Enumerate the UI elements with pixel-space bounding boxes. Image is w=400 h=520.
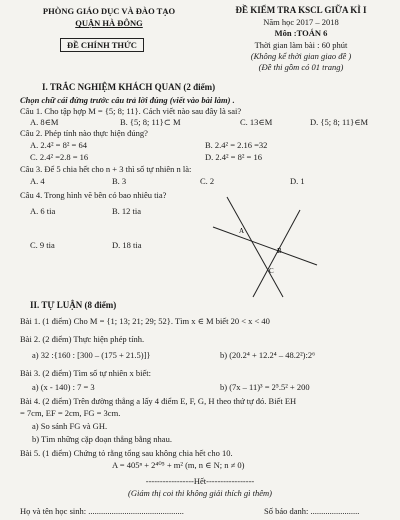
q2-option-a: A. 2.4² = 8² = 64 xyxy=(30,140,87,150)
three-lines-figure xyxy=(205,195,325,300)
subject: Môn :TOÁN 6 xyxy=(274,28,328,38)
page-note: (Đề thi gồm có 01 trang) xyxy=(258,62,344,72)
q1-option-d: D. {5; 8; 11}∈M xyxy=(310,117,369,127)
b2a-text: a) 32 :{160 : [300 – (175 + 21.5)]} xyxy=(32,350,151,360)
figure-label-b: B xyxy=(277,247,282,255)
student-name-line: Họ và tên học sinh: ............................................. xyxy=(20,506,184,516)
figure-line-2 xyxy=(227,197,283,297)
q1-text: Câu 1. Cho tập hợp M = {5; 8; 11}. Cách viết nào sau đây là sai? xyxy=(20,106,242,116)
b4-line1: Bài 4. (2 điểm) Trên đường thẳng a lấy 4 điểm E, F, G, H theo thứ tự đó. Biết EH xyxy=(20,396,297,406)
b3-text: Bài 3. (2 điểm) Tìm số tự nhiên x biết: xyxy=(20,368,151,378)
part1-title: I. TRẮC NGHIỆM KHÁCH QUAN (2 điểm) xyxy=(42,82,216,92)
figure-line-1 xyxy=(213,227,317,265)
part1-instruction: Chọn chữ cái đứng trước câu trả lời đúng (viết vào bài làm) . xyxy=(20,95,235,105)
q4-option-d: D. 18 tia xyxy=(112,240,142,250)
header-org: PHÒNG GIÁO DỤC VÀ ĐÀO TẠO xyxy=(42,6,176,16)
figure-label-a: A xyxy=(239,227,245,235)
q3-option-c: C. 2 xyxy=(200,176,215,186)
q1-option-c: C. 13∈M xyxy=(240,117,273,127)
candidate-number-line: Số báo danh: ....................... xyxy=(264,506,360,516)
b2-text: Bài 2. (2 điểm) Thực hiện phép tính. xyxy=(20,334,145,344)
q3-option-a: A. 4 xyxy=(30,176,45,186)
b4a-text: a) So sánh FG và GH. xyxy=(32,421,108,431)
exam-title: ĐỀ KIỂM TRA KSCL GIỮA KÌ I xyxy=(235,5,367,15)
b3a-text: a) (x - 140) : 7 = 3 xyxy=(32,382,95,392)
time-limit: Thời gian làm bài : 60 phút xyxy=(254,40,348,50)
q2-option-c: C. 2.4² =2.8 = 16 xyxy=(30,152,89,162)
b1-text: Bài 1. (1 điểm) Cho M = {1; 13; 21; 29; 52}. Tìm x ∈ M biết 20 < x < 40 xyxy=(20,316,270,326)
school-year: Năm học 2017 – 2018 xyxy=(263,17,339,27)
q1-option-b: B. {5; 8; 11}⊂ M xyxy=(120,117,181,127)
end-marker: -----------------Hết----------------- xyxy=(145,476,255,486)
q2-text: Câu 2. Phép tính nào thực hiện đúng? xyxy=(20,128,148,138)
b2b-text: b) (20.2⁴ + 12.2⁴ – 48.2²):2⁶ xyxy=(220,350,316,360)
q3-text: Câu 3. Để 5 chia hết cho n + 3 thì số tự nhiên n là: xyxy=(20,164,192,174)
q3-option-b: B. 3 xyxy=(112,176,127,186)
q1-option-a: A. 8∈M xyxy=(30,117,59,127)
q2-option-d: D. 2.4² = 8² = 16 xyxy=(205,152,262,162)
time-note: (Không kể thời gian giao đề ) xyxy=(250,51,352,61)
b5-formula: A = 405ⁿ + 2⁴⁰⁵ + m² (m, n ∈ N; n ≠ 0) xyxy=(112,460,245,470)
q2-option-b: B. 2.4² = 2.16 =32 xyxy=(205,140,268,150)
proctor-note: (Giám thị coi thi không giải thích gì thêm) xyxy=(127,488,272,498)
b3b-text: b) (7x – 11)³ = 2⁵.5² + 200 xyxy=(220,382,310,392)
b4-line2: = 7cm, EF = 2cm, FG = 3cm. xyxy=(20,408,121,418)
q4-option-b: B. 12 tia xyxy=(112,206,142,216)
part2-title: II. TỰ LUẬN (8 điểm) xyxy=(30,300,117,310)
figure-label-c: C xyxy=(269,267,274,275)
q4-option-c: C. 9 tia xyxy=(30,240,55,250)
b4b-text: b) Tìm những cặp đoạn thẳng bằng nhau. xyxy=(32,434,172,444)
official-stamp: ĐỀ CHÍNH THỨC xyxy=(60,38,144,52)
b5-text: Bài 5. (1 điểm) Chứng tỏ rằng tổng sau không chia hết cho 10. xyxy=(20,448,233,458)
q4-text: Câu 4. Trong hình vẽ bên có bao nhiêu tia? xyxy=(20,190,167,200)
q4-option-a: A. 6 tia xyxy=(30,206,56,216)
q3-option-d: D. 1 xyxy=(290,176,305,186)
header-district: QUẬN HÀ ĐÔNG xyxy=(75,18,143,28)
